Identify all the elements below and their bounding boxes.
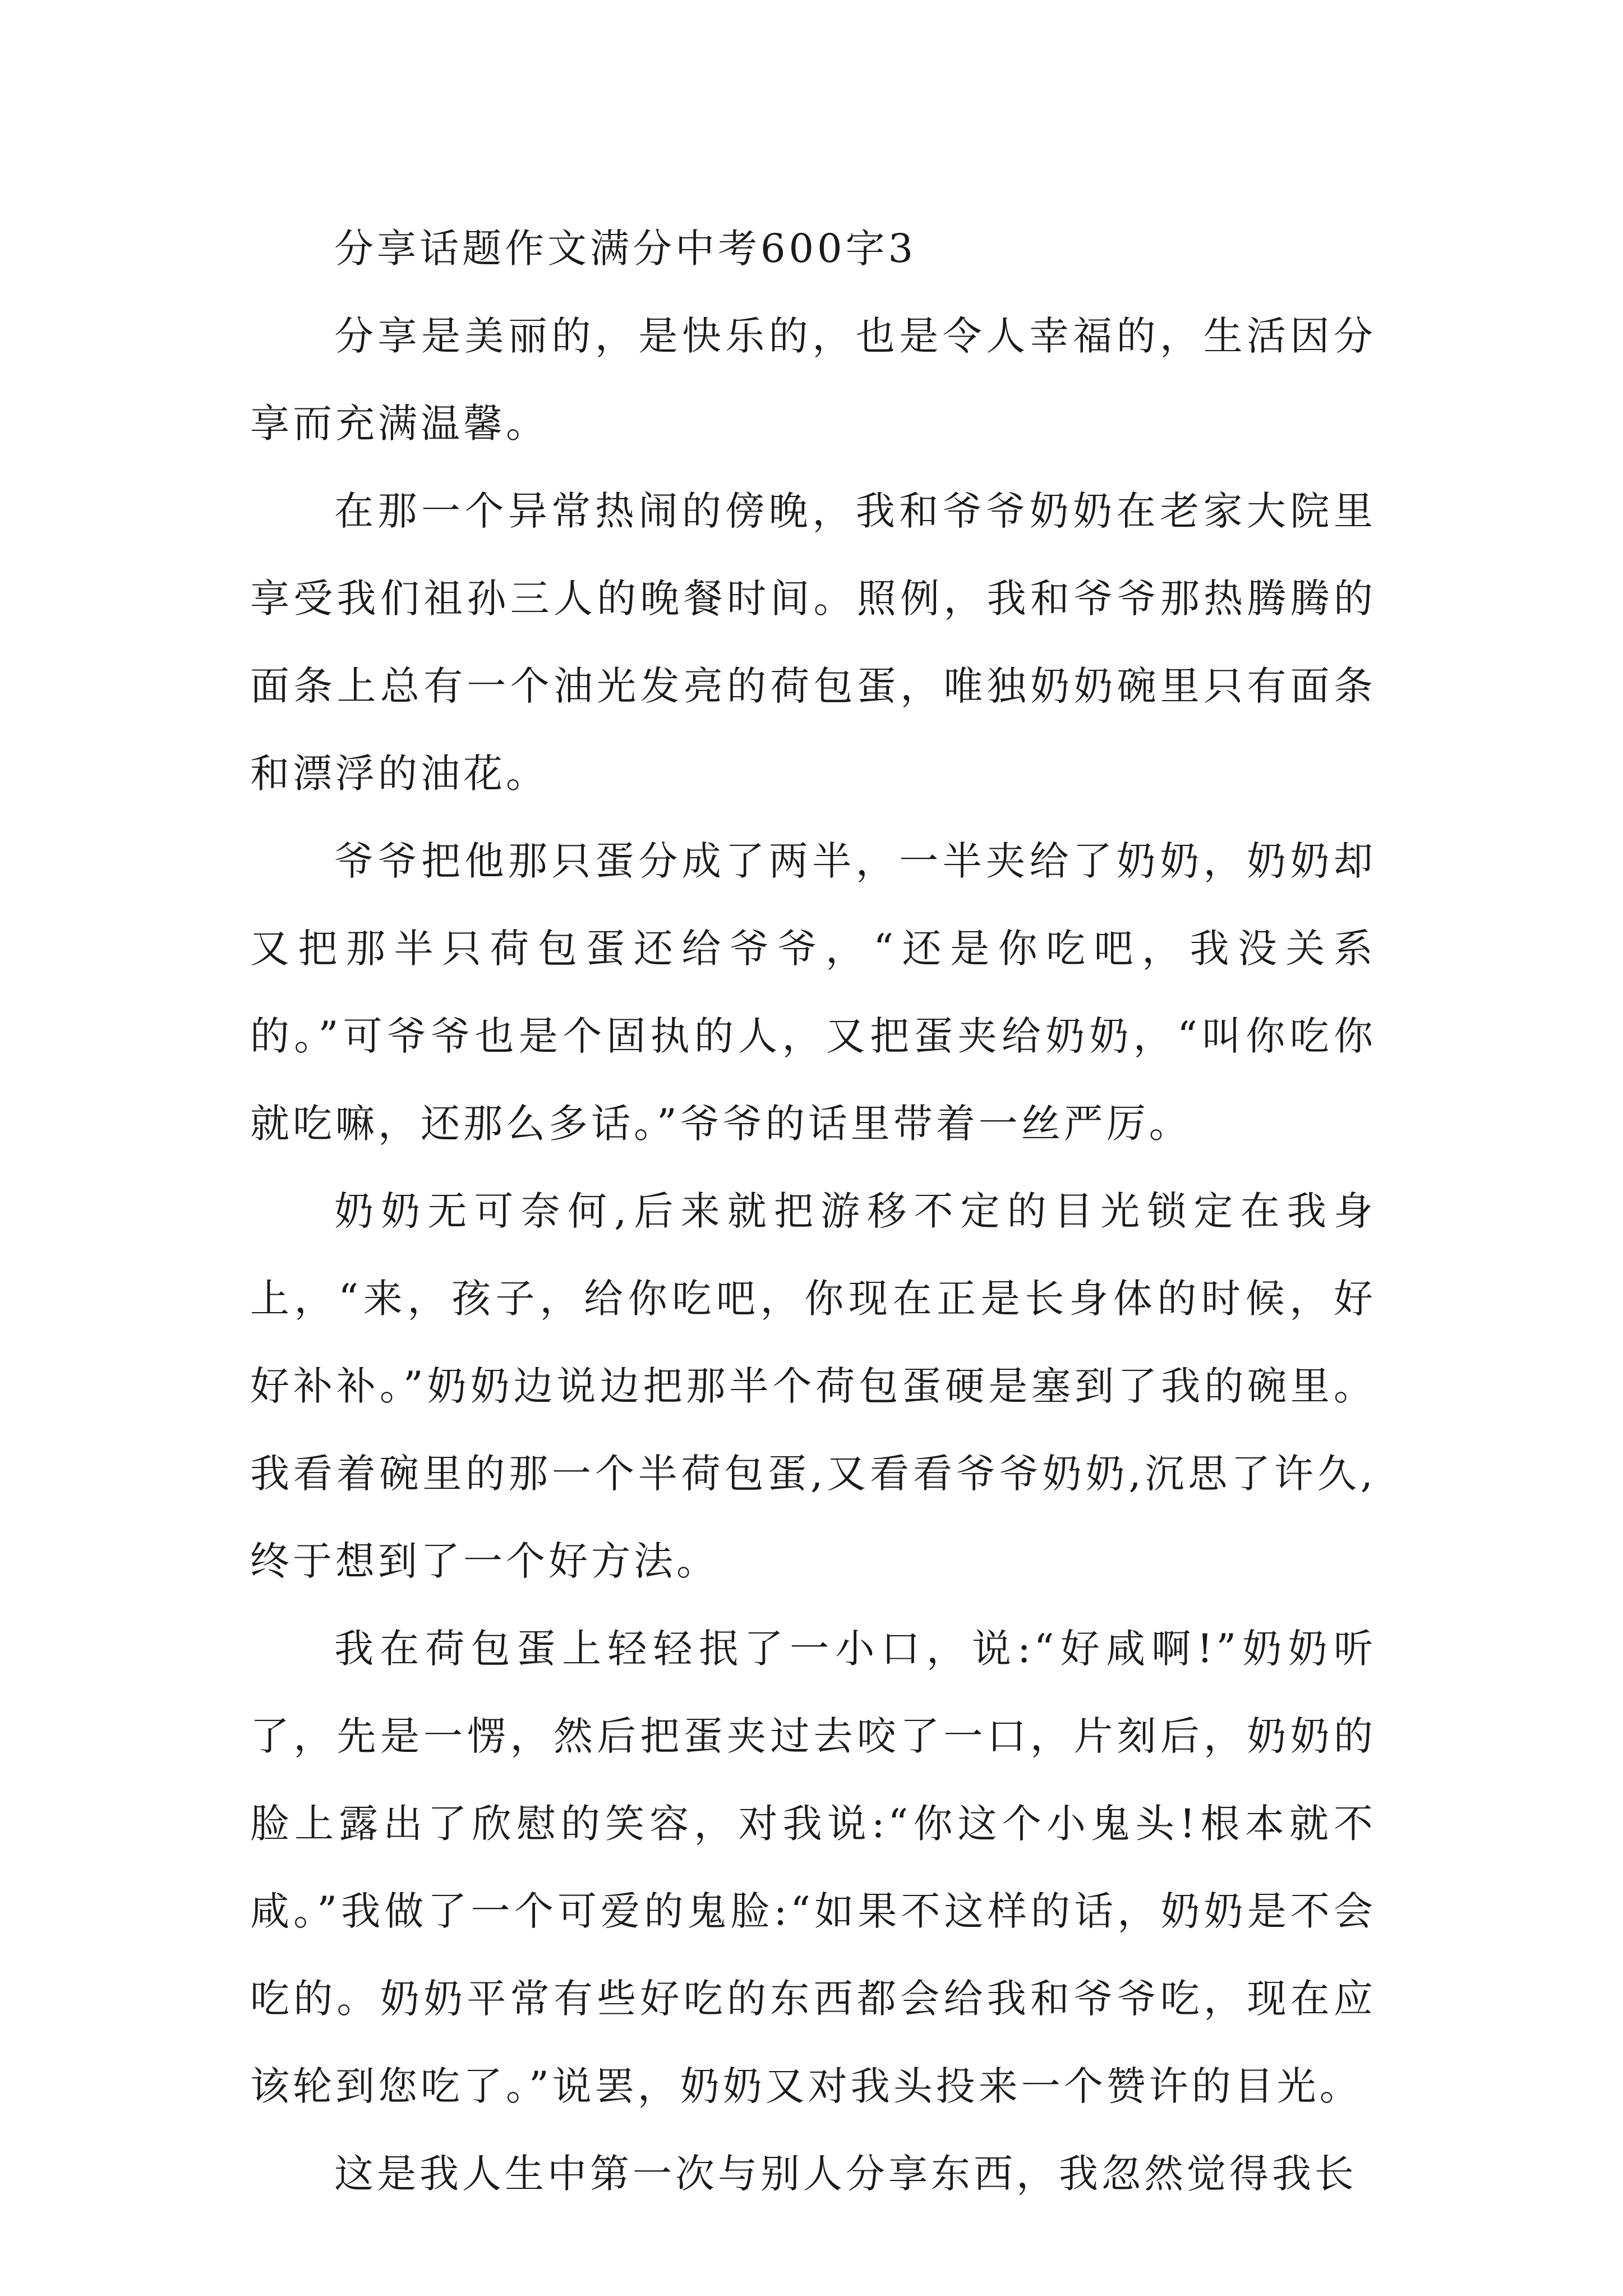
paragraph-5: 我在荷包蛋上轻轻抿了一小口，说:“好咸啊!”奶奶听了，先是一愣，然后把蛋夹过去咬了一口，片刻后，奶奶的脸上露出了欣慰的笑容，对我说:“你这个小鬼头!根本就不咸。”我做了一个可爱的鬼脸:“如果不这样的话，奶奶是不会吃的。奶奶平常有些好吃的东西都会给我和爷爷吃，现在应该轮到您吃了。”说罢，奶奶又对我头投来一个赞许的目光。 [250, 1626, 1376, 2109]
essay-title: 分享话题作文满分中考600字3 [334, 226, 917, 272]
paragraph-4: 奶奶无可奈何,后来就把游移不定的目光锁定在我身上，“来，孩子，给你吃吧，你现在正是长身体的时候，好好补补。”奶奶边说边把那半个荷包蛋硬是塞到了我的碗里。我看着碗里的那一个半荷包蛋,又看看爷爷奶奶,沉思了许久,终于想到了一个好方法。 [250, 1188, 1376, 1584]
paragraph-6: 这是我人生中第一次与别人分享东西，我忽然觉得我长 [334, 2151, 1357, 2197]
document-body [250, 205, 1376, 2217]
paragraph-2: 在那一个异常热闹的傍晚，我和爷爷奶奶在老家大院里享受我们祖孙三人的晚餐时间。照例，我和爷爷那热腾腾的面条上总有一个油光发亮的荷包蛋，唯独奶奶碗里只有面条和漂浮的油花。 [250, 488, 1376, 797]
paragraph-3: 爷爷把他那只蛋分成了两半，一半夹给了奶奶，奶奶却又把那半只荷包蛋还给爷爷，“还是你吃吧，我没关系的。”可爷爷也是个固执的人，又把蛋夹给奶奶，“叫你吃你就吃嘛，还那么多话。”爷爷的话里带着一丝严厉。 [250, 838, 1376, 1147]
paragraph-1: 分享是美丽的，是快乐的，也是令人幸福的，生活因分享而充满温馨。 [250, 313, 1376, 447]
